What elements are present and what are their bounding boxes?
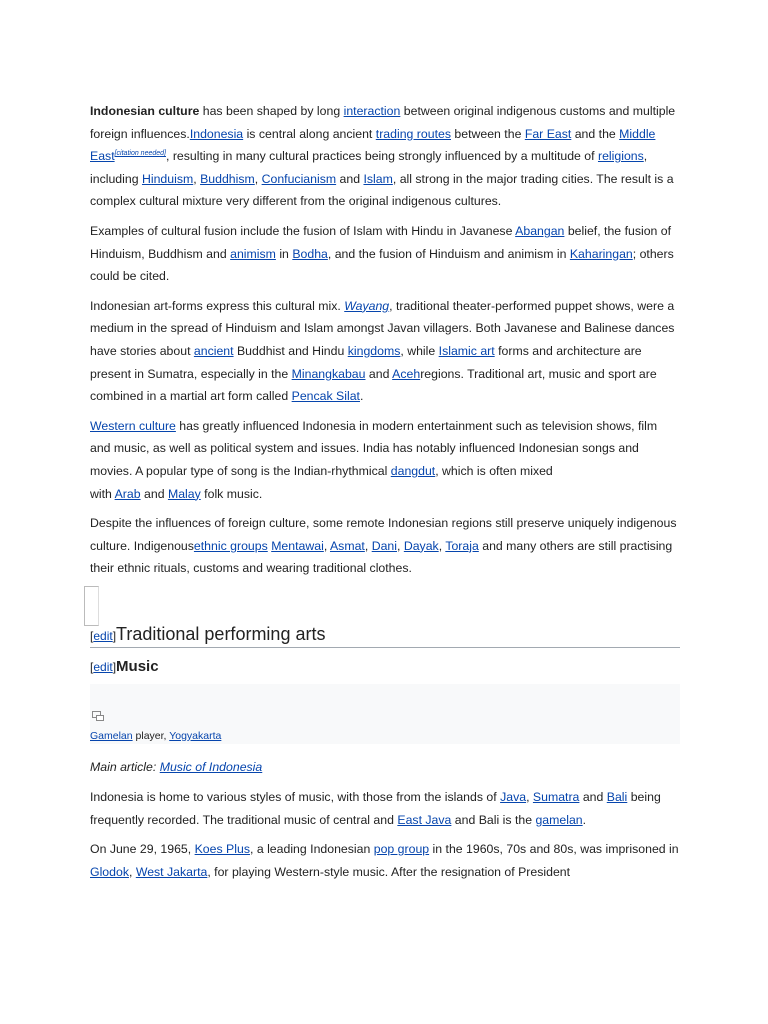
link-abangan[interactable]: Abangan: [515, 223, 565, 238]
link-arab[interactable]: Arab: [114, 486, 141, 501]
link-religions[interactable]: religions: [597, 149, 644, 164]
link-toraja[interactable]: Toraja: [445, 538, 479, 553]
text: and the: [571, 126, 620, 141]
link-bodha[interactable]: Bodha: [292, 246, 328, 261]
text: Indonesian art-forms express this cultural mix.: [90, 298, 345, 313]
text: and Bali is the: [451, 812, 536, 827]
text: ,: [323, 538, 330, 553]
link-wayang[interactable]: Wayang: [344, 298, 390, 313]
paragraph-music-styles: [90, 786, 680, 831]
link-islamic-art[interactable]: Islamic art: [438, 343, 495, 358]
text: , while: [400, 343, 439, 358]
enlarge-icon[interactable]: [92, 711, 104, 721]
edit-link[interactable]: edit: [93, 660, 113, 674]
link-mentawai[interactable]: Mentawai: [271, 538, 324, 553]
link-pencak-silat[interactable]: Pencak Silat: [291, 389, 360, 404]
text: , a leading Indonesian: [249, 842, 374, 857]
subsection-heading-music: [90, 658, 680, 676]
text: and: [140, 486, 168, 501]
link-dani[interactable]: Dani: [371, 538, 397, 553]
text: and: [365, 366, 393, 381]
link-bali[interactable]: Bali: [606, 790, 628, 804]
text: and many others are still practising their ethnic rituals, customs and wearing traditional clothes.: [90, 538, 673, 576]
link-minangkabau[interactable]: Minangkabau: [291, 366, 366, 381]
text: has been shaped by long: [199, 104, 344, 118]
link-dangdut[interactable]: dangdut: [390, 463, 436, 478]
link-aceh[interactable]: Aceh: [392, 366, 421, 381]
link-kingdoms[interactable]: kingdoms: [347, 343, 401, 358]
text: is central along ancient: [243, 126, 376, 141]
link-dayak[interactable]: Dayak: [403, 538, 439, 553]
link-trading-routes[interactable]: trading routes: [375, 126, 451, 141]
text: ,: [364, 538, 372, 553]
link-kaharingan[interactable]: Kaharingan: [569, 246, 633, 261]
text: Examples of cultural fusion include the fusion of Islam with Hindu in Javanese: [90, 223, 516, 238]
text: , all strong in the major trading cities. The result is a complex cultural mixture very different from the original indigenous cultures.: [90, 171, 674, 209]
paragraph-koes-plus: [90, 838, 680, 883]
edit-link[interactable]: edit: [93, 629, 113, 643]
link-hinduism[interactable]: Hinduism: [141, 171, 194, 186]
text: , resulting in many cultural practices being strongly influenced by a multitude of: [165, 149, 598, 164]
link-middle-east[interactable]: Middle East: [90, 126, 656, 164]
text: ,: [128, 864, 136, 879]
text: ,: [396, 538, 404, 553]
main-article-hatnote: [90, 756, 262, 778]
edit-bracket-open: [: [90, 660, 94, 674]
link-western-culture[interactable]: Western culture: [90, 418, 176, 433]
text: .: [359, 389, 364, 404]
edit-bracket-close: ]: [112, 629, 117, 643]
text: belief, the fusion of Hinduism, Buddhism and: [90, 223, 672, 261]
heading-title: Traditional performing arts: [116, 624, 326, 644]
link-glodok[interactable]: Glodok: [90, 864, 129, 879]
text: ,: [526, 790, 533, 804]
text: , traditional theater-performed puppet shows, were a medium in the spread of Hinduism and Islam amongst Javan villagers. Both Javanese and Balinese dances have stories about: [90, 298, 675, 358]
link-sumatra[interactable]: Sumatra: [532, 790, 580, 804]
text: ,: [438, 538, 446, 553]
text: , including: [90, 149, 648, 186]
text: between original indigenous customs and multiple foreign influences.: [90, 104, 676, 141]
text: has greatly influenced Indonesia in modern entertainment such as television shows, film and music, as well as political system and issues. India has notably influenced Indonesian songs and movies. A popular type of song is the Indian-rhythmical: [90, 418, 658, 478]
paragraph-intro: [90, 100, 680, 213]
text: with: [90, 486, 115, 501]
link-east-java[interactable]: East Java: [397, 812, 452, 827]
text: player,: [132, 730, 170, 742]
link-pop-group[interactable]: pop group: [373, 842, 430, 857]
text: Buddhist and Hindu: [233, 343, 348, 358]
text: On June 29, 1965,: [90, 842, 195, 857]
text: and: [336, 171, 364, 186]
text: Indonesia is home to various styles of music, with those from the islands of: [90, 790, 501, 804]
text: in: [275, 246, 293, 261]
link-confucianism[interactable]: Confucianism: [261, 171, 337, 186]
link-music-of-indonesia[interactable]: Music of Indonesia: [159, 760, 263, 774]
link-java[interactable]: Java: [500, 790, 527, 804]
link-indonesia[interactable]: Indonesia: [189, 126, 244, 141]
text: forms and architecture are present in Sumatra, especially in the: [90, 343, 642, 381]
link-gamelan[interactable]: Gamelan: [90, 730, 133, 742]
link-yogyakarta[interactable]: Yogyakarta: [169, 730, 222, 742]
link-ancient[interactable]: ancient: [193, 343, 234, 358]
link-far-east[interactable]: Far East: [524, 126, 572, 141]
text: regions. Traditional art, music and sport are combined in a martial art form called: [90, 366, 657, 404]
section-heading-traditional-performing-arts: [90, 624, 680, 648]
text: ,: [193, 171, 201, 186]
text: being frequently recorded. The traditional music of central and: [90, 790, 661, 827]
heading-title: Music: [116, 658, 159, 675]
broken-image-placeholder: [84, 586, 99, 626]
paragraph-fusion: [90, 220, 680, 288]
text: , and the fusion of Hinduism and animism in: [327, 246, 570, 261]
text: in the 1960s, 70s and 80s, was imprisoned in: [429, 842, 679, 857]
link-koes-plus[interactable]: Koes Plus: [194, 842, 250, 857]
paragraph-indigenous: [90, 512, 680, 580]
text: ,: [254, 171, 262, 186]
music-section-body: [90, 786, 680, 883]
paragraph-art-forms: [90, 295, 680, 408]
edit-bracket-open: [: [90, 629, 94, 643]
text: , for playing Western-style music. After the resignation of President: [207, 864, 571, 879]
image-caption-box: [90, 684, 680, 744]
article-body: [90, 100, 680, 580]
citation-needed[interactable]: [citation needed]: [114, 150, 166, 158]
link-malay[interactable]: Malay: [167, 486, 201, 501]
link-animism[interactable]: animism: [230, 246, 276, 261]
link-gamelan-music[interactable]: gamelan: [535, 812, 583, 827]
text: , which is often mixed: [435, 463, 553, 478]
link-west-jakarta[interactable]: West Jakarta: [135, 864, 208, 879]
link-buddhism[interactable]: Buddhism: [200, 171, 255, 186]
bold-term: Indonesian culture: [90, 104, 200, 118]
link-islam[interactable]: Islam: [363, 171, 393, 186]
image-caption: [90, 730, 221, 742]
text: Despite the influences of foreign culture, some remote Indonesian regions still preserve uniquely indigenous culture. Indigenous: [90, 516, 677, 553]
text: .: [582, 812, 587, 827]
text: folk music.: [200, 486, 263, 501]
hatnote-prefix: Main article:: [90, 760, 160, 774]
text: between the: [450, 126, 525, 141]
text: and: [579, 790, 607, 804]
paragraph-western-culture: [90, 415, 680, 505]
edit-bracket-close: ]: [112, 660, 117, 674]
link-interaction[interactable]: interaction: [343, 104, 401, 118]
text: ; others could be cited.: [90, 246, 674, 284]
link-asmat[interactable]: Asmat: [329, 538, 365, 553]
link-ethnic-groups[interactable]: ethnic groups: [193, 538, 268, 553]
